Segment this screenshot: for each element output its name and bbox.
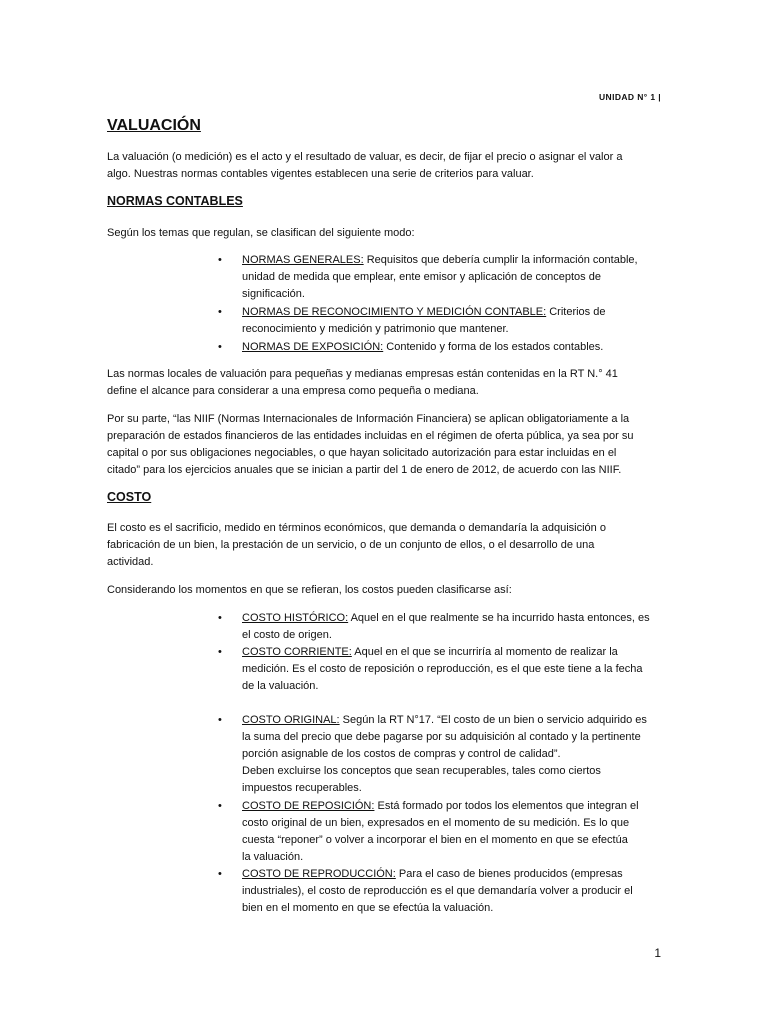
item-label: NORMAS DE EXPOSICIÓN: bbox=[242, 341, 384, 353]
normas-lead: Según los temas que regulan, se clasifican del siguiente modo: bbox=[107, 227, 415, 239]
item-label: NORMAS GENERALES: bbox=[242, 254, 364, 266]
list-item: • COSTO ORIGINAL: Según la RT N°17. “El costo de un bien o servicio adquirido es la suma del precio que debe pagarse por su adquisición al contado y la pertinente porción asignable de los costos de compras y control de calidad”. Deben excluirse los conceptos que sean recuperables, tales como ciertos impuestos recuperables. bbox=[218, 714, 647, 794]
costo-lead: Considerando los momentos en que se refieran, los costos pueden clasificarse así: bbox=[107, 584, 512, 596]
page-number: 1 bbox=[654, 946, 661, 960]
list-item: • COSTO HISTÓRICO: Aquel en el que realmente se ha incurrido hasta entonces, es el costo de origen. bbox=[218, 612, 650, 641]
bullet-icon: • bbox=[218, 714, 222, 726]
bullet-icon: • bbox=[218, 646, 222, 658]
item-label: COSTO DE REPRODUCCIÓN: bbox=[242, 868, 396, 880]
item-label: COSTO CORRIENTE: bbox=[242, 646, 352, 658]
list-item: • NORMAS DE EXPOSICIÓN: Contenido y forma de los estados contables. bbox=[222, 339, 677, 356]
bullet-icon: • bbox=[218, 254, 222, 266]
niif-paragraph: Por su parte, “las NIIF (Normas Internacionales de Información Financiera) se aplican obligatoriamente a la preparación de estados financieros de las entidades incluidas en el régimen de oferta pública, ya sea por su capital o por sus obligaciones negociables, o que hayan solicitado autorización para estar incluidas en el citado” para los ejercicios anuales que se inician a partir del 1 de enero de 2012, de acuerdo con las NIIF. bbox=[107, 413, 634, 476]
paragraph-line: La valuación (o medición) es el acto y el resultado de valuar, es decir, de fijar el precio o asignar el valor a bbox=[107, 151, 623, 163]
list-item: • NORMAS GENERALES: Requisitos que debería cumplir la información contable, unidad de medida que emplear, ente emisor y aplicación de conceptos de significación. bbox=[218, 254, 638, 300]
page-header: UNIDAD N° 1 | bbox=[599, 92, 661, 102]
item-label: COSTO DE REPOSICIÓN: bbox=[242, 800, 375, 812]
list-item: • COSTO DE REPRODUCCIÓN: Para el caso de bienes producidos (empresas industriales), el costo de reproducción es el que demandaría volver a producir el bien en el momento en que se efectúa la valuación. bbox=[218, 868, 633, 914]
list-item: • COSTO DE REPOSICIÓN: Está formado por todos los elementos que integran el costo original de un bien, expresados en el momento de su medición. Es lo que cuesta “reponer” o volver a incorporar el bien en el momento en que se efectúa la valuación. bbox=[218, 800, 639, 863]
bullet-icon: • bbox=[218, 341, 222, 353]
bullet-icon: • bbox=[218, 612, 222, 624]
intro-paragraph bbox=[107, 149, 667, 183]
section-heading-normas: NORMAS CONTABLES bbox=[107, 194, 243, 208]
item-label: NORMAS DE RECONOCIMIENTO Y MEDICIÓN CONTABLE: bbox=[242, 306, 547, 318]
item-label: COSTO HISTÓRICO: bbox=[242, 612, 349, 624]
bullet-icon: • bbox=[218, 800, 222, 812]
item-label: COSTO ORIGINAL: bbox=[242, 714, 340, 726]
bullet-icon: • bbox=[218, 868, 222, 880]
list-item: • COSTO CORRIENTE: Aquel en el que se incurriría al momento de realizar la medición. Es el costo de reposición o reproducción, es el que este tiene a la fecha de la valuación. bbox=[218, 646, 643, 692]
list-item: • NORMAS DE RECONOCIMIENTO Y MEDICIÓN CONTABLE: Criterios de reconocimiento y medición y patrimonio que mantener. bbox=[218, 306, 606, 335]
page-title: VALUACIÓN bbox=[107, 117, 201, 134]
paragraph-line: algo. Nuestras normas contables vigentes establecen una serie de criterios para valuar. bbox=[107, 168, 534, 180]
bullet-icon: • bbox=[218, 306, 222, 318]
normas-paragraph: Las normas locales de valuación para pequeñas y medianas empresas están contenidas en la RT N.° 41 define el alcance para considerar a una empresa como pequeña o mediana. bbox=[107, 368, 618, 397]
costo-paragraph: El costo es el sacrificio, medido en términos económicos, que demanda o demandaría la adquisición o fabricación de un bien, la prestación de un servicio, o de un conjunto de ellos, o el desarrollo de una actividad. bbox=[107, 522, 606, 568]
section-heading-costo: COSTO bbox=[107, 490, 152, 504]
